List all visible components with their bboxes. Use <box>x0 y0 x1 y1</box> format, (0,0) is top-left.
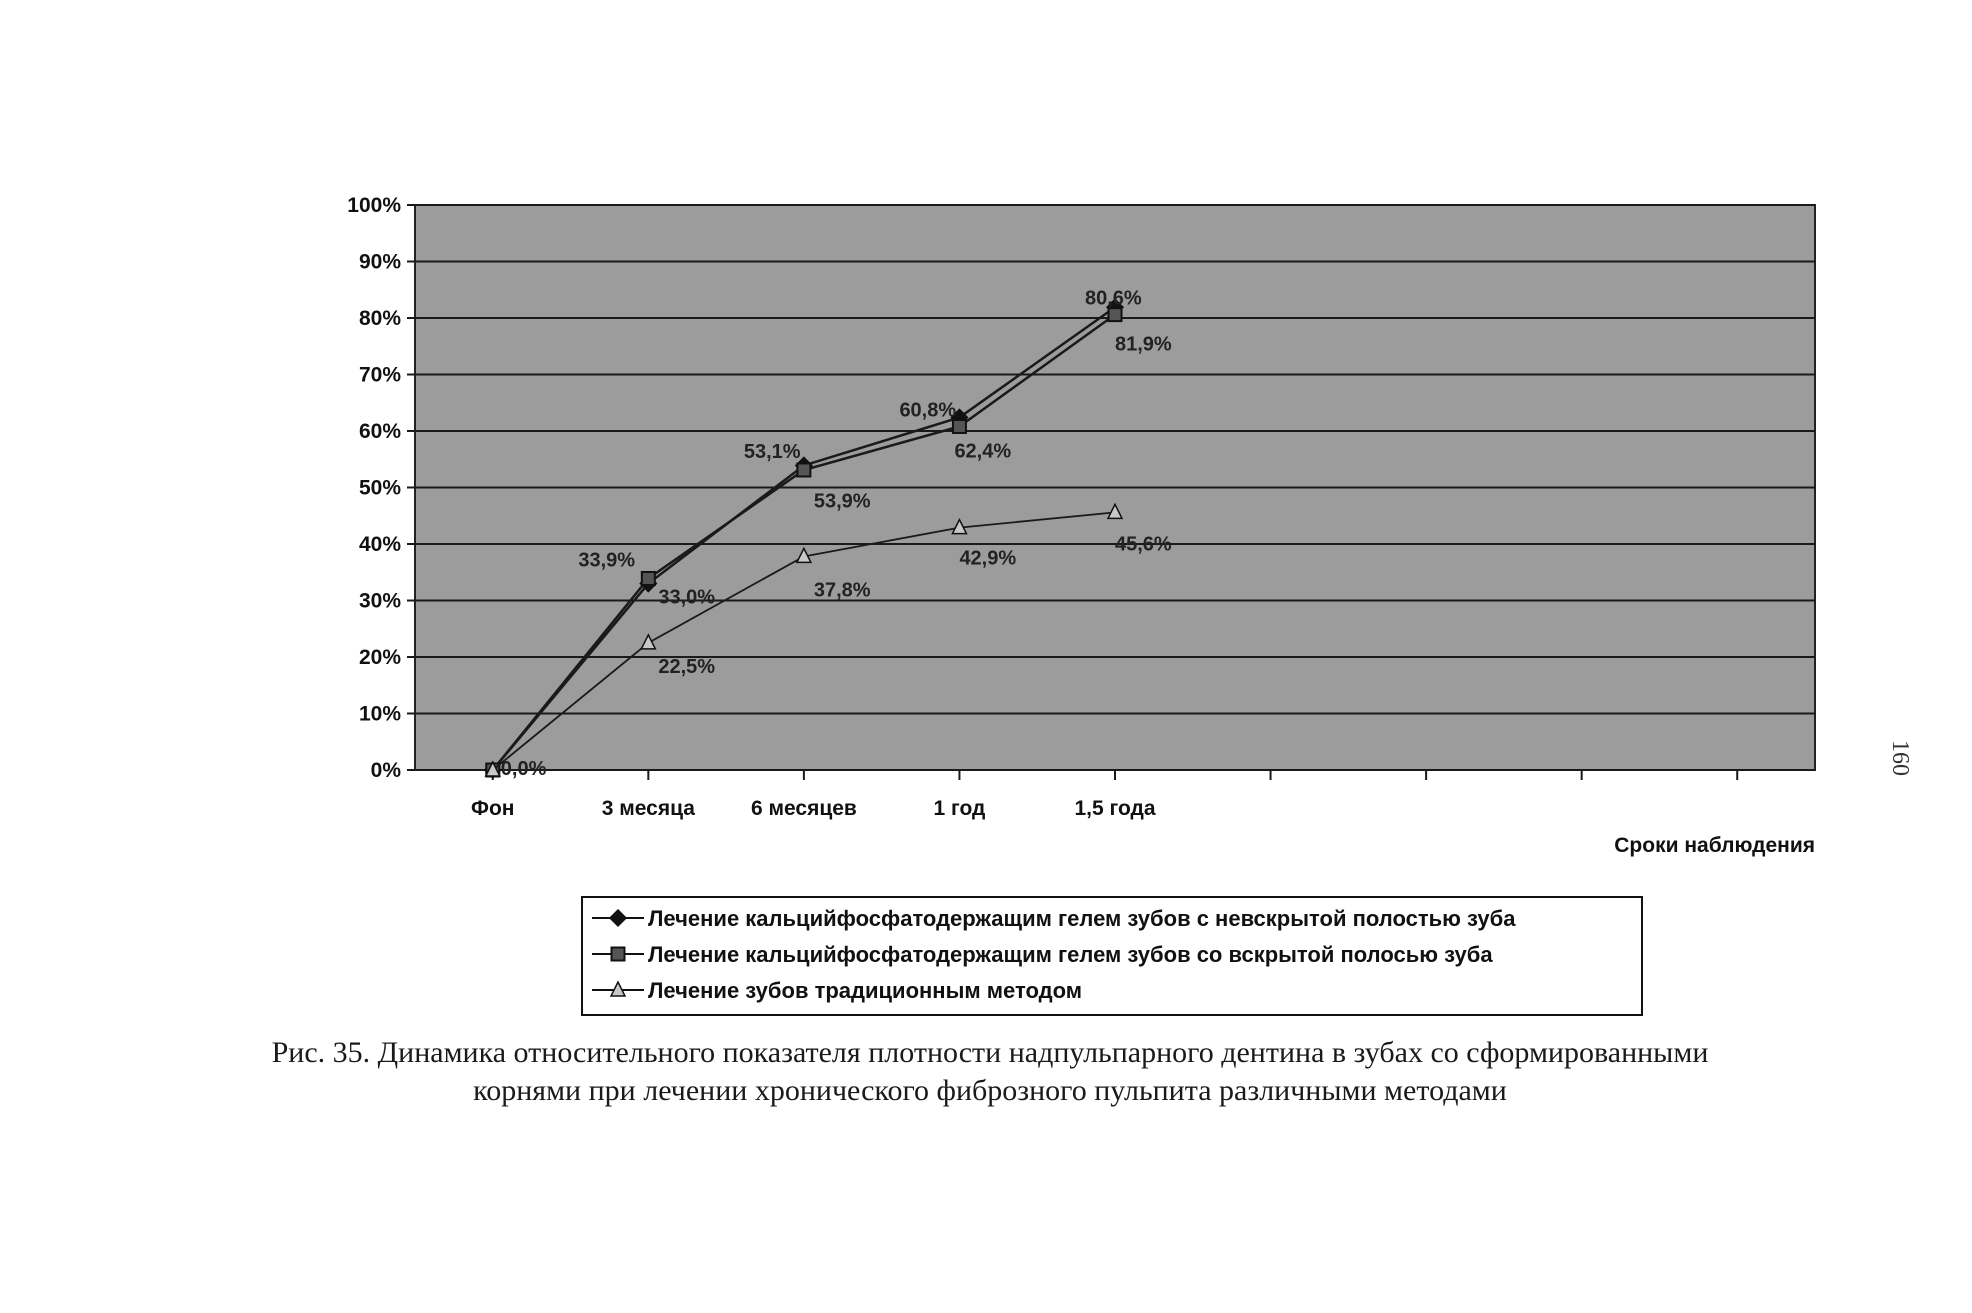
y-tick-label: 30% <box>358 589 401 613</box>
data-label: 60,8% <box>899 399 957 422</box>
data-label: 42,9% <box>959 547 1017 570</box>
y-tick-label: 60% <box>358 420 401 443</box>
legend-label: Лечение кальцийфосфатодержащим гелем зубов со вскрытой полосью зуба <box>648 942 1493 967</box>
data-label: 33,9% <box>578 549 636 572</box>
y-tick-label: 90% <box>358 250 401 274</box>
data-label: 62,4% <box>954 440 1012 463</box>
x-axis-ticks <box>471 770 1737 820</box>
y-axis-ticks <box>347 194 415 782</box>
x-axis-title: Сроки наблюдения <box>1614 834 1815 857</box>
legend-label: Лечение кальцийфосфатодержащим гелем зубов с невскрытой полостью зуба <box>648 906 1516 931</box>
square-marker <box>797 463 810 476</box>
legend <box>582 897 1642 1015</box>
page-number: 160 <box>1887 740 1913 776</box>
figure-caption <box>120 1034 1860 1110</box>
data-label: 22,5% <box>658 655 716 678</box>
caption-line-2: корнями при лечении хронического фиброзного пульпита различными методами <box>473 1074 1507 1107</box>
x-tick-label: 3 месяца <box>601 797 695 820</box>
square-marker <box>953 420 966 433</box>
y-tick-label: 50% <box>358 476 401 500</box>
square-marker <box>642 572 655 585</box>
x-tick-label: 1,5 года <box>1074 797 1156 820</box>
x-tick-label: 6 месяцев <box>750 797 857 820</box>
legend-square-marker <box>612 948 625 961</box>
data-label: 0,0% <box>500 758 547 780</box>
y-tick-label: 100% <box>347 194 401 217</box>
data-label: 53,9% <box>813 490 871 513</box>
y-tick-label: 10% <box>358 702 401 726</box>
caption-line-1: Рис. 35. Динамика относительного показателя плотности надпульпарного дентина в зубах со сформированными <box>271 1036 1709 1069</box>
data-label: 80,6% <box>1085 287 1142 310</box>
data-label: 33,0% <box>658 586 716 609</box>
y-tick-label: 0% <box>370 759 401 782</box>
y-tick-label: 80% <box>358 307 401 330</box>
legend-item <box>592 942 1493 967</box>
y-tick-label: 70% <box>358 363 401 387</box>
data-label: 45,6% <box>1115 533 1172 556</box>
y-tick-label: 20% <box>358 646 401 669</box>
x-tick-label: 1 год <box>933 797 986 820</box>
legend-item <box>592 978 1082 1003</box>
y-tick-label: 40% <box>358 533 401 556</box>
x-tick-label: Фон <box>471 797 515 820</box>
data-label: 53,1% <box>743 440 801 463</box>
legend-label: Лечение зубов традиционным методом <box>648 978 1082 1003</box>
data-label: 37,8% <box>813 579 871 602</box>
square-marker <box>1109 308 1122 321</box>
legend-item <box>592 906 1516 931</box>
data-label: 81,9% <box>1115 333 1172 356</box>
